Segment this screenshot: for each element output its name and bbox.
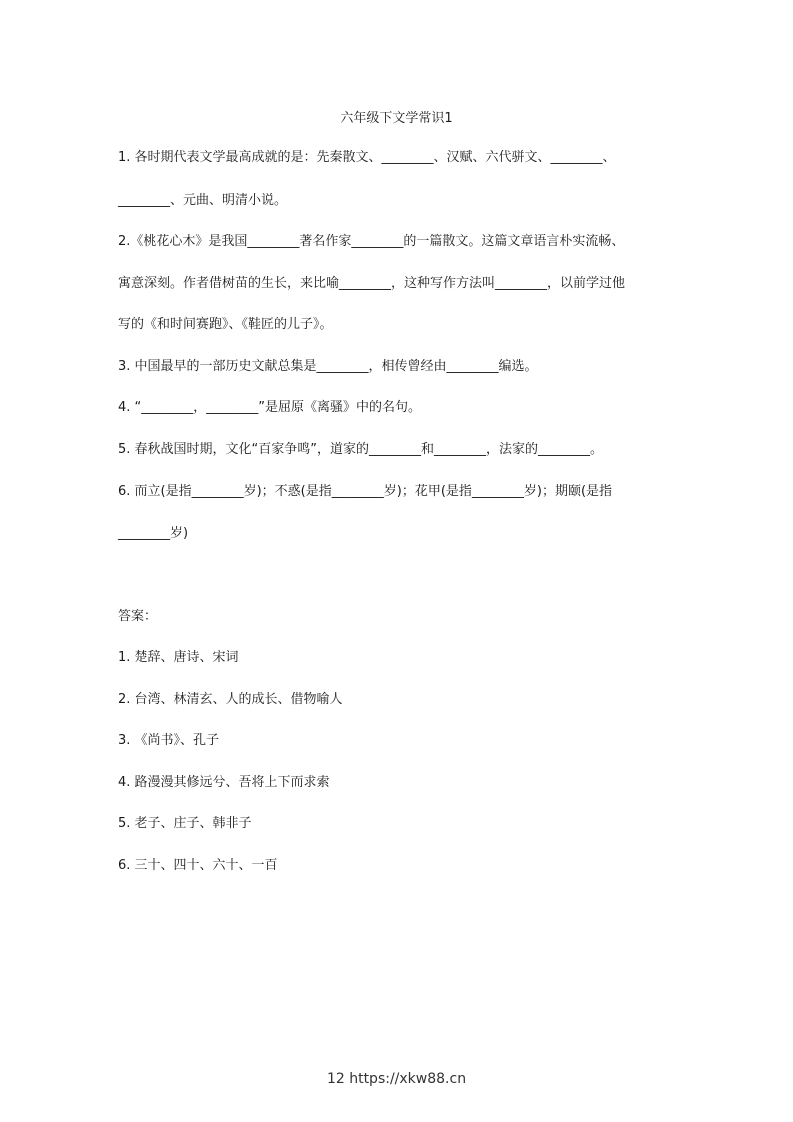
question-line: 3. 中国最早的一部历史文献总集是________，相传曾经由________编选。 bbox=[118, 359, 538, 374]
answer-line: 4. 路漫漫其修远兮、吾将上下而求索 bbox=[118, 775, 330, 790]
question-line: 5. 春秋战国时期，文化“百家争鸣”，道家的________和________，法家的________。 bbox=[118, 442, 604, 457]
question-line: 2.《桃花心木》是我国________著名作家________的一篇散文。这篇文章语言朴实流畅、 bbox=[118, 234, 625, 249]
question-line: ________岁) bbox=[118, 526, 189, 541]
page-title: 六年级下文学常识1 bbox=[340, 111, 453, 126]
question-line: 写的《和时间赛跑》、《鞋匠的儿子》。 bbox=[118, 317, 333, 332]
question-line: 4. “________，________”是屈原《离骚》中的名句。 bbox=[118, 400, 422, 415]
answer-line: 1. 楚辞、唐诗、宋词 bbox=[118, 650, 239, 665]
question-line: 1. 各时期代表文学最高成就的是：先秦散文、________、汉赋、六代骈文、________、 bbox=[118, 150, 616, 165]
answers-heading: 答案： bbox=[118, 609, 158, 624]
answer-line: 2. 台湾、林清玄、人的成长、借物喻人 bbox=[118, 692, 343, 707]
page-footer: 12 https://xkw88.cn bbox=[326, 1071, 467, 1087]
question-line: 寓意深刻。作者借树苗的生长，来比喻________，这种写作方法叫________，以前学过他 bbox=[118, 276, 626, 291]
answer-line: 5. 老子、庄子、韩非子 bbox=[118, 816, 252, 831]
answer-line: 6. 三十、四十、六十、一百 bbox=[118, 858, 278, 873]
question-line: 6. 而立(是指________岁)；不惑(是指________岁)；花甲(是指________岁)；期颐(是指 bbox=[118, 484, 613, 499]
answer-line: 3. 《尚书》、孔子 bbox=[118, 733, 220, 748]
question-line: ________、元曲、明清小说。 bbox=[118, 193, 288, 208]
